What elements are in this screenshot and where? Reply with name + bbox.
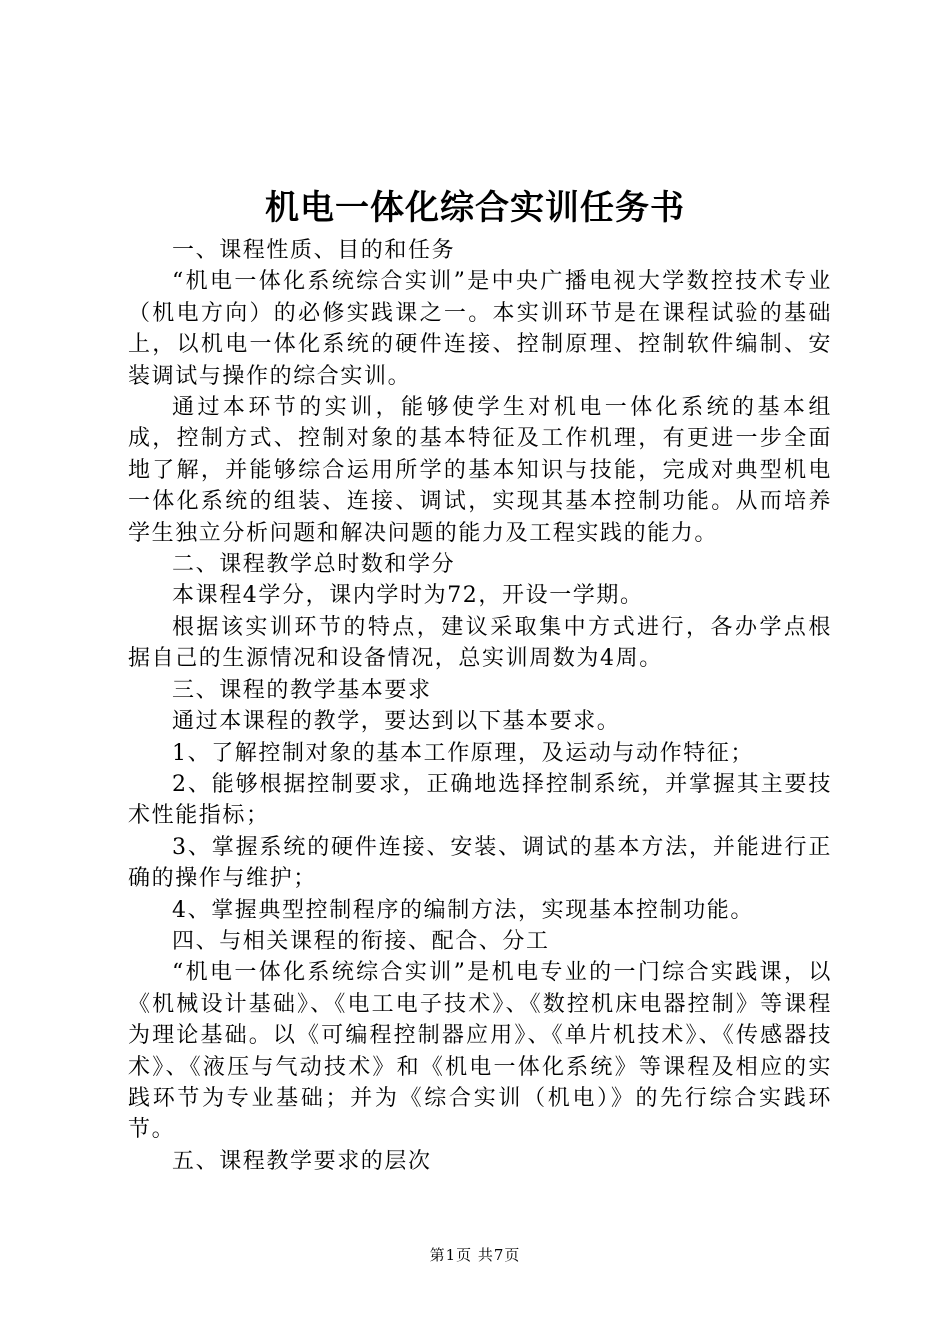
- paragraph: “机电一体化系统综合实训”是机电专业的一门综合实践课，以《机械设计基础》、《电工电子技术》、《数控机床电器控制》等课程为理论基础。以《可编程控制器应用》、《单片机技术》、《传感器技术》、《液压与气动技术》和《机电一体化系统》等课程及相应的实践环节为专业基础；并为《综合实训（机电）》的先行综合实践环节。: [128, 960, 832, 1143]
- paragraph: 通过本课程的教学，要达到以下基本要求。: [172, 709, 621, 735]
- list-item: 4、掌握典型控制程序的编制方法，实现基本控制功能。: [172, 897, 754, 923]
- section-heading: 五、课程教学要求的层次: [172, 1148, 432, 1174]
- page-footer: 第1页 共7页: [429, 1246, 521, 1264]
- section-heading: 四、与相关课程的衔接、配合、分工: [172, 928, 550, 954]
- list-item: 3、掌握系统的硬件连接、安装、调试的基本方法，并能进行正确的操作与维护；: [128, 834, 832, 892]
- list-item: 2、能够根据控制要求，正确地选择控制系统，并掌握其主要技术性能指标；: [128, 771, 832, 829]
- section-heading: 三、课程的教学基本要求: [172, 677, 432, 703]
- paragraph: 本课程4学分，课内学时为72，开设一学期。: [172, 583, 644, 609]
- list-item: 1、了解控制对象的基本工作原理，及运动与动作特征；: [172, 740, 754, 766]
- paragraph: 通过本环节的实训，能够使学生对机电一体化系统的基本组成，控制方式、控制对象的基本特征及工作机理，有更进一步全面地了解，并能够综合运用所学的基本知识与技能，完成对典型机电一体化系统的组装、连接、调试，实现其基本控制功能。从而培养学生独立分析问题和解决问题的能力及工程实践的能力。: [128, 395, 832, 546]
- paragraph: “机电一体化系统综合实训”是中央广播电视大学数控技术专业（机电方向）的必修实践课之一。本实训环节是在课程试验的基础上，以机电一体化系统的硬件连接、控制原理、控制软件编制、安装调试与操作的综合实训。: [128, 269, 832, 389]
- section-heading: 一、课程性质、目的和任务: [172, 238, 456, 263]
- paragraph: 根据该实训环节的特点，建议采取集中方式进行，各办学点根据自己的生源情况和设备情况，总实训周数为4周。: [128, 614, 832, 672]
- document-body: [128, 235, 832, 1177]
- document-title: 机电一体化综合实训任务书: [265, 188, 685, 228]
- section-heading: 二、课程教学总时数和学分: [172, 552, 456, 578]
